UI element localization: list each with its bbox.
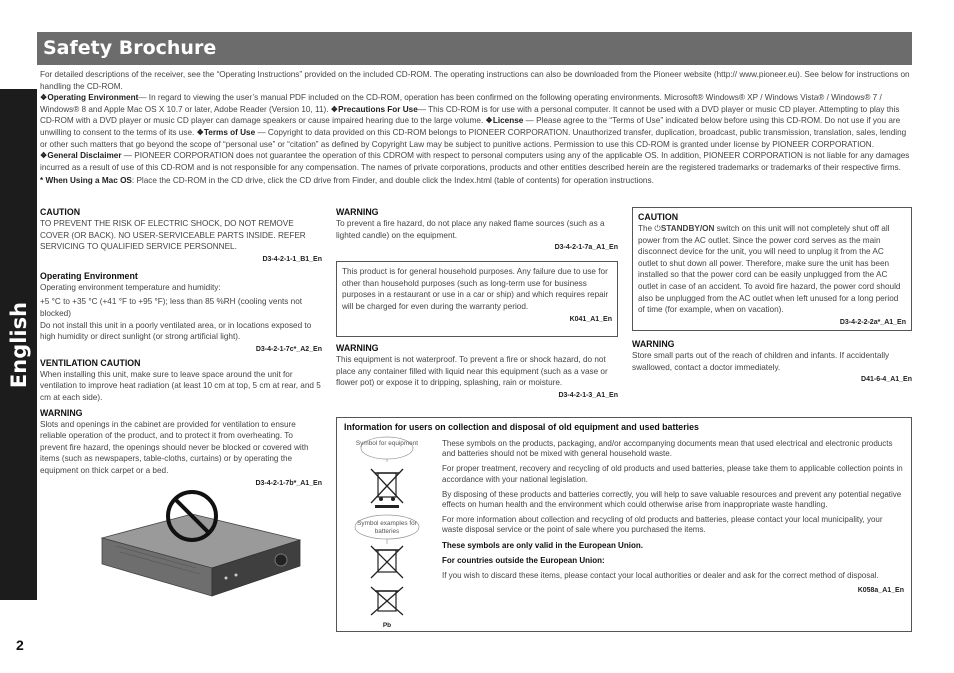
small-parts-warning-code: D41-6-4_A1_En <box>861 376 912 384</box>
water-warning-heading: WARNING <box>336 343 379 354</box>
mac-note <box>40 175 912 187</box>
crossed-bin-icon <box>347 467 427 509</box>
disposal-info-box <box>336 417 912 632</box>
disposal-paragraph-2: For proper treatment, recovery and recycling of old products and used batteries, please take them to applicable collection points in accordance with your national legislation. <box>442 464 903 484</box>
column-middle <box>336 207 618 401</box>
disposal-paragraph-1: These symbols on the products, packaging, and/or accompanying documents mean that used electrical and electronic products and batteries should not be mixed with general household waste. <box>442 439 893 459</box>
disposal-non-eu-text: If you wish to discard these items, please contact your local authorities or dealer and ask for the correct method of disposal. <box>442 571 879 581</box>
crossed-bin-icon <box>347 585 427 617</box>
disposal-text <box>442 439 904 596</box>
column-left <box>40 207 322 489</box>
language-tab-label: English <box>6 301 31 388</box>
standby-caution-text <box>638 223 906 316</box>
disclaimer-label: ❖General Disclaimer <box>40 151 122 161</box>
warning-code: D3-4-2-1-7b*_A1_En <box>255 479 322 487</box>
disposal-paragraph-3: By disposing of these products and batteries correctly, you will help to save valuable resources and prevent any potential negative effects on human health and the environment which could otherwise arise from inappropriate waste handling. <box>442 489 902 510</box>
standby-caution-body: switch on this unit will not completely shut off all power from the AC outlet. Since the power cord serves as the main disconnect device for the unit, you will need to unplug it from the AC outlet to shut down all power. Therefore, make sure the unit has been installed so that the power cord can be easily unplugged from the AC outlet in case of an accident. To avoid fire hazard, the power cord should also be unplugged from the AC outlet when left unused for a long period of time (for example, when on vacation). <box>638 224 901 315</box>
operating-environment-text-3: Do not install this unit in a poorly ventilated area, or in locations exposed to high humidity or direct sunlight (or strong artificial light). <box>40 320 312 342</box>
intro-paragraph: For detailed descriptions of the receiver, see the “Operating Instructions” provided on the included CD-ROM. The operating instructions can also be downloaded from the Pioneer website (http:// www.pioneer.eu). See below for instructions on handling the CD-ROM. <box>40 70 910 91</box>
operating-environment-heading: Operating Environment <box>40 270 138 281</box>
page-number: 2 <box>16 637 24 653</box>
standby-caution-box <box>632 207 912 331</box>
ventilation-caution-text: When installing this unit, make sure to leave space around the unit for ventilation to improve heat radiation (at least 10 cm at top, 5 cm at rear, and 5 cm at each side). <box>40 369 321 402</box>
caution-text: TO PREVENT THE RISK OF ELECTRIC SHOCK, DO NOT REMOVE COVER (OR BACK). NO USER-SERVICEABLE PARTS INSIDE. REFER SERVICING TO QUALIFIED SERVICE PERSONNEL. <box>40 219 306 252</box>
disposal-paragraph-4: For more information about collection and recycling of old products and batteries, please contact your local municipality, your waste disposal service or the point of sale where you purchased the items. <box>442 515 883 535</box>
caution-code: D3-4-2-1-1_B1_En <box>262 255 322 263</box>
license-label: ❖License <box>485 116 524 126</box>
intro-section <box>40 69 912 187</box>
cdrom-notes <box>40 92 912 173</box>
standby-caution-heading: CAUTION <box>638 212 679 222</box>
mac-text: : Place the CD-ROM in the CD drive, click the CD drive from Finder, and double click the Index.html (table of contents) for operation instructions. <box>131 176 654 186</box>
disposal-eu-note: These symbols are only valid in the European Union. <box>442 540 643 550</box>
standby-caution-pre: The <box>638 224 655 233</box>
lead-symbol-label: Pb <box>382 622 392 629</box>
standby-label: STANDBY/ON <box>660 224 715 233</box>
disposal-non-eu-heading: For countries outside the European Union: <box>442 555 605 565</box>
terms-text: — Copyright to data provided on this CD-ROM belongs to PIONEER CORPORATION. Unauthorized transfer, duplication, broadcast, public transmission, translation, sales, lending or other such matters that go beyond the scope of “personal use” or “citation” as defined by Copyright Law may be subject to punitive actions. Permission to use this CD-ROM is granted under license by PIONEER CORPORATION. <box>40 127 907 149</box>
operating-environment-text-1: Operating environment temperature and humidity: <box>40 282 221 292</box>
warning-text: Slots and openings in the cabinet are provided for ventilation to ensure reliable operation of the product, and to protect it from overheating. To prevent fire hazard, the openings should never be blocked or covered with items (such as newspapers, table-cloths, curtains) or by operating the equipment on thick carpet or a bed. <box>40 419 309 475</box>
household-use-box <box>336 261 618 337</box>
household-use-text: This product is for general household purposes. Any failure due to use for other than household purposes (such as long-term use for business purposes in a restaurant or use in a car or ship) and which requires repair will be charged for even during the warranty period. <box>342 267 609 311</box>
disposal-heading: Information for users on collection and disposal of old equipment and used batteries <box>344 422 699 432</box>
power-icon: ⏻ <box>654 224 661 233</box>
standby-caution-code: D3-4-2-2-2a*_A1_En <box>839 318 906 326</box>
precautions-label: ❖Precautions For Use <box>330 104 418 114</box>
warning-heading: WARNING <box>40 407 83 418</box>
fire-warning-code: D3-4-2-1-7a_A1_En <box>554 244 618 252</box>
operating-environment-text-2: +5 °C to +35 °C (+41 °F to +95 °F); less than 85 %RH (cooling vents not blocked) <box>40 297 303 318</box>
mac-label: * When Using a Mac OS <box>40 176 132 186</box>
receiver-illustration <box>96 490 306 600</box>
battery-symbol-label: Symbol examples for batteries <box>357 520 417 535</box>
disclaimer-text: — PIONEER CORPORATION does not guarantee the operation of this CDROM with respect to personal computers using any of the applicable OS. In addition, PIONEER CORPORATION is not liable for any damages incurred as a result of use of this CD-ROM and is not responsible for any compensation. The names of private corporations, products and other entities described herein are the registered trademarks or trademarks of their respective firms. <box>40 151 910 172</box>
water-warning-text: This equipment is not waterproof. To prevent a fire or shock hazard, do not place any container filled with liquid near this equipment (such as a vase or flower pot) or expose it to dripping, splashing, rain or moisture. <box>336 355 608 388</box>
battery-symbol-bubble <box>347 514 427 544</box>
page-title: Safety Brochure <box>43 37 217 59</box>
terms-label: ❖Terms of Use <box>196 127 256 137</box>
operating-environment-code: D3-4-2-1-7c*_A2_En <box>255 345 322 353</box>
fire-warning-heading: WARNING <box>336 207 379 217</box>
disposal-code: K058a_A1_En <box>857 587 904 595</box>
op-env-text: — In regard to viewing the user’s manual PDF included on the CD-ROM, operation has been confirmed on the following operating environments. Microsoft® Windows® XP / Windows Vista® / Windows® 7 / Windows® 8 and Apple Mac OS X 10.7 or later, Adobe Reader (Version 10, 11). <box>40 93 882 114</box>
disposal-symbols <box>347 436 427 629</box>
license-text: — Please agree to the “Terms of Use” indicated below before using this CD-ROM. Do not use if you are unwilling to consent to the terms of its use. <box>40 116 901 137</box>
small-parts-warning-heading: WARNING <box>632 339 675 349</box>
column-right <box>632 207 912 385</box>
small-parts-warning-text: Store small parts out of the reach of children and infants. If accidentally swallowed, contact a doctor immediately. <box>632 351 890 372</box>
crossed-bin-icon <box>347 544 427 580</box>
ventilation-caution-heading: VENTILATION CAUTION <box>40 357 141 368</box>
equipment-symbol-label: Symbol for equipment <box>355 440 419 447</box>
precautions-text: — This CD-ROM is for use with a personal computer. It cannot be used with a DVD player or music CD player. Attempting to play this CD-ROM with a DVD player or music CD player can damage speakers or cause impaired hearing due to the large volume. <box>40 104 900 126</box>
caution-heading: CAUTION <box>40 207 81 217</box>
op-env-label: ❖Operating Environment <box>40 93 139 103</box>
fire-warning-text: To prevent a fire hazard, do not place any naked flame sources (such as a lighted candle) on the equipment. <box>336 219 605 240</box>
title-bar <box>37 32 912 65</box>
language-tab <box>0 89 37 600</box>
household-use-code: K041_A1_En <box>569 315 612 323</box>
water-warning-code: D3-4-2-1-3_A1_En <box>558 391 618 399</box>
